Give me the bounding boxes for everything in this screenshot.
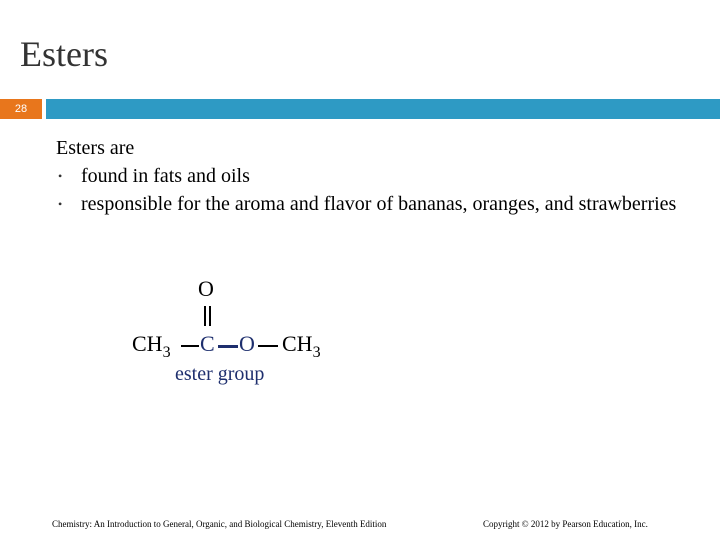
footer-book-title: Chemistry: An Introduction to General, Organic, and Biological Chemistry, Eleventh Edition (52, 519, 387, 529)
header-bar (46, 99, 720, 119)
ester-group-label: ester group (175, 363, 265, 385)
bullet-item (56, 190, 696, 218)
intro-text: Esters are (56, 137, 135, 159)
bullet-icon: • (58, 169, 63, 183)
bullet-icon: • (58, 197, 63, 211)
ester-oxygen: O (239, 331, 255, 356)
bullet-text: found in fats and oils (81, 165, 250, 187)
bullet-item (56, 162, 696, 190)
ester-structural-formula (132, 276, 372, 396)
footer-copyright: Copyright © 2012 by Pearson Education, Inc. (483, 519, 648, 529)
carbonyl-carbon: C (200, 331, 215, 356)
right-methyl-group: $CH_3$ (282, 331, 321, 361)
single-bond (258, 345, 278, 347)
left-methyl-group: $CH_3$ (132, 331, 171, 361)
slide-number: 28 (0, 99, 42, 119)
bullet-text: responsible for the aroma and flavor of bananas, oranges, and strawberries (81, 193, 677, 215)
single-bond (218, 345, 238, 348)
slide-body (56, 134, 696, 218)
slide-title: Esters (20, 34, 108, 74)
carbonyl-oxygen: O (198, 276, 214, 301)
double-bond (204, 306, 213, 326)
single-bond (181, 345, 199, 347)
bullet-list (56, 162, 696, 218)
